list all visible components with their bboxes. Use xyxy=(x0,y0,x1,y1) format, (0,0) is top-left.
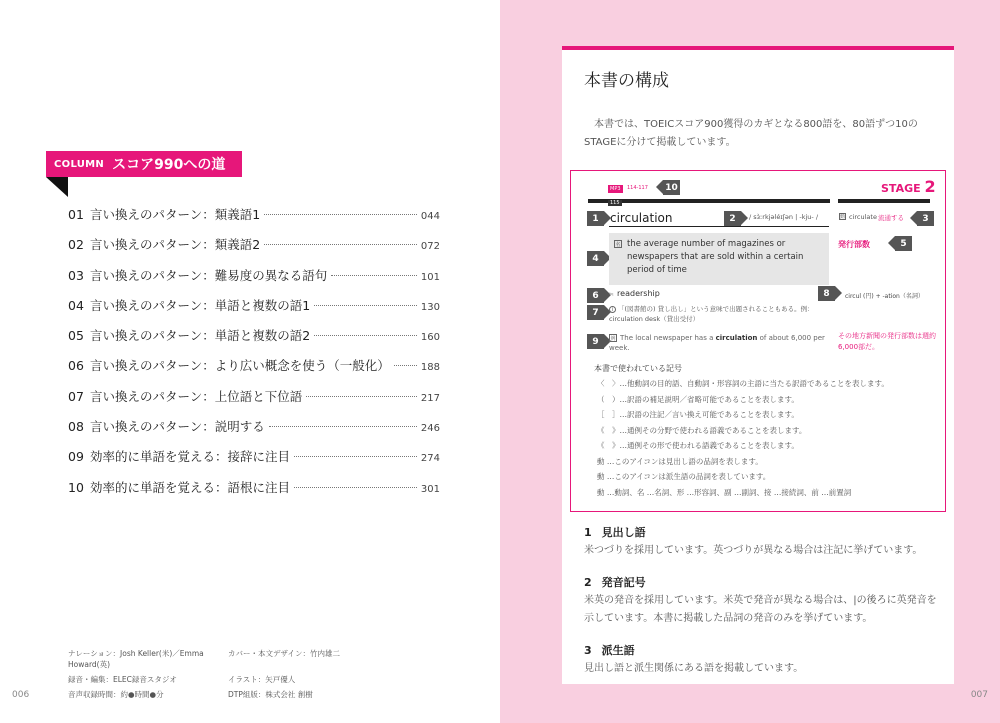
toc-entry[interactable] xyxy=(68,447,440,477)
headword: circulation xyxy=(610,211,673,225)
banner-tail-decoration xyxy=(46,177,68,197)
toc-number: 01 xyxy=(68,207,84,222)
toc-page-number: 160 xyxy=(420,332,440,344)
credit-illustration: イラスト：矢戸優人 xyxy=(228,675,296,684)
marker-9: 9 xyxy=(587,334,604,349)
symbol-row: 〈 〉…他動詞の目的語、自動詞・形容詞の主語に当たる訳語であることを表します。 xyxy=(597,379,889,388)
toc-leader xyxy=(306,396,417,397)
symbol-row: 動 …このアイコンは派生語の品詞を表しています。 xyxy=(597,472,771,481)
toc-title: 効率的に単語を覚える：接辞に注目 xyxy=(90,449,291,465)
toc-leader xyxy=(314,335,417,336)
derivative-meaning: 流通する xyxy=(878,214,904,222)
definition-box xyxy=(609,233,829,285)
headword-underline xyxy=(609,226,829,227)
explanation-heading-3 xyxy=(584,642,635,658)
toc-number: 03 xyxy=(68,267,84,283)
toc-entry[interactable] xyxy=(68,478,440,508)
marker-8: 8 xyxy=(818,286,835,301)
synonym-word: readership xyxy=(617,289,660,298)
symbol-row: ［ ］…訳語の注記／言い換え可能であることを表します。 xyxy=(597,410,799,419)
toc-number: 09 xyxy=(68,449,84,465)
toc-entry[interactable] xyxy=(68,387,440,417)
entry-number: 115 xyxy=(610,200,620,206)
toc-title: 言い換えのパターン：単語と複数の語2 xyxy=(90,328,311,344)
symbol-row: 動 …動詞、名 …名詞、形 …形容詞、副 …副詞、接 …接続詞、前 …前置詞 xyxy=(597,487,852,497)
japanese-meaning: 発行部数 xyxy=(838,240,870,249)
toc-leader xyxy=(264,244,417,245)
marker-1: 1 xyxy=(587,211,604,226)
usage-note-text: 「(図書館の) 貸し出し」という意味で出題されることもある。例：circulation desk（貸出受付） xyxy=(609,305,814,323)
explanation-number: 2 xyxy=(584,576,592,589)
toc-title: 言い換えのパターン：単語と複数の語1 xyxy=(90,297,311,313)
mp3-track-range: 114-117 xyxy=(627,185,648,191)
marker-10: 10 xyxy=(663,180,680,195)
derivative-pos-badge: 動 xyxy=(840,214,846,220)
symbols-list xyxy=(597,378,943,502)
stage-rule xyxy=(838,199,930,203)
credit-dtp: DTP組版：株式会社 創樹 xyxy=(228,690,313,699)
toc-number: 02 xyxy=(68,237,84,253)
toc-title: 言い換えのパターン：説明する xyxy=(90,419,265,435)
marker-6: 6 xyxy=(587,288,604,303)
toc-leader xyxy=(314,305,417,306)
toc-title: 言い換えのパターン：上位語と下位語 xyxy=(90,388,303,404)
explanation-title: 発音記号 xyxy=(601,576,646,589)
example-sentence xyxy=(609,333,837,353)
explanation-number: 1 xyxy=(584,526,592,539)
toc-entry[interactable] xyxy=(68,326,440,356)
column-banner xyxy=(46,151,242,177)
toc-page-number: 301 xyxy=(420,483,440,495)
toc-leader xyxy=(264,214,417,215)
toc-entry[interactable] xyxy=(68,235,440,265)
toc-leader xyxy=(294,487,417,488)
example-headword: circulation xyxy=(715,334,758,342)
usage-note xyxy=(609,305,837,325)
marker-3: 3 xyxy=(917,211,934,226)
left-page-number: 006 xyxy=(12,690,30,700)
explanation-text-1: 米つづりを採用しています。英つづりが異なる場合は注記に挙げています。 xyxy=(584,545,923,556)
toc-entry[interactable] xyxy=(68,356,440,386)
toc-leader xyxy=(331,275,417,276)
toc-title: 言い換えのパターン：より広い概念を使う（一般化） xyxy=(90,358,390,374)
toc-number: 05 xyxy=(68,328,84,344)
explanation-number: 3 xyxy=(584,644,592,657)
symbol-row: 《 》…通例その形で使われる語義であることを表します。 xyxy=(597,441,799,450)
info-icon: i xyxy=(609,306,616,313)
stage-word: STAGE xyxy=(881,182,921,195)
definition-text: the average number of magazines or newspapers that are sold within a certain period of time xyxy=(627,239,804,275)
toc-page-number: 188 xyxy=(420,362,440,374)
explanation-heading-1 xyxy=(584,524,646,540)
toc-title: 言い換えのパターン：難易度の異なる語句 xyxy=(90,267,328,283)
toc-entry[interactable] xyxy=(68,296,440,326)
table-of-contents xyxy=(68,205,440,508)
symbol-row: 《 》…通例その分野で使われる語義であることを表します。 xyxy=(597,425,807,435)
explanation-text-2: 米英の発音を採用しています。米英で発音が異なる場合は、|の後ろに英発音を示しています。本書に掲載した品詞の発音のみを挙げています。 xyxy=(584,595,937,624)
example-badge: 例 xyxy=(610,336,616,342)
toc-page-number: 274 xyxy=(420,453,440,465)
marker-7: 7 xyxy=(587,305,604,320)
right-page-number: 007 xyxy=(970,690,988,700)
symbols-heading: 本書で使われている記号 xyxy=(594,364,682,373)
explanation-title: 派生語 xyxy=(601,644,635,657)
toc-number: 04 xyxy=(68,297,84,313)
definition-pos-badge: 名 xyxy=(615,242,621,248)
toc-page-number: 246 xyxy=(420,423,440,435)
credit-recording: 録音・編集：ELEC録音スタジオ xyxy=(68,675,177,684)
column-title: スコア990への道 xyxy=(112,157,226,173)
credit-narration: ナレーション：Josh Keller(米)／Emma Howard(英) xyxy=(68,649,204,669)
toc-page-number: 130 xyxy=(420,301,440,313)
section-title: 本書の構成 xyxy=(584,71,669,91)
example-prefix: The local newspaper has a xyxy=(620,334,716,342)
derivative-word: circulate xyxy=(849,213,877,221)
example-translation: その地方新聞の発行部数は週約6,000部だ。 xyxy=(838,332,936,351)
marker-5: 5 xyxy=(895,236,912,251)
column-word: COLUMN xyxy=(54,158,105,170)
synonym-line xyxy=(609,289,660,298)
sample-entry-box xyxy=(570,170,946,512)
toc-leader xyxy=(269,426,417,427)
example-suffix: of about 6,000 per week. xyxy=(609,334,825,353)
explanation-heading-2 xyxy=(584,574,646,590)
toc-leader xyxy=(394,365,417,366)
toc-page-number: 044 xyxy=(420,211,440,222)
toc-page-number: 101 xyxy=(420,271,440,283)
toc-number: 06 xyxy=(68,358,84,374)
credit-duration: 音声収録時間：約●時間●分 xyxy=(68,690,164,699)
toc-leader xyxy=(294,456,417,457)
mp3-tag: MP3 xyxy=(610,186,621,192)
marker-4: 4 xyxy=(587,251,604,266)
credits xyxy=(68,648,378,700)
synonym-symbol: ≒ xyxy=(609,291,615,298)
toc-title: 言い換えのパターン：類義語2 xyxy=(90,237,261,253)
intro-paragraph: 本書では、TOEICスコア900獲得のカギとなる800語を、80語ずつ10のSTAGEに分けて掲載しています。 xyxy=(584,119,918,148)
toc-number: 07 xyxy=(68,388,84,404)
explanation-text-3: 見出し語と派生関係にある語を掲載しています。 xyxy=(584,663,804,674)
explanation-title: 見出し語 xyxy=(601,526,646,539)
toc-page-number: 217 xyxy=(420,392,440,404)
marker-2: 2 xyxy=(724,211,741,226)
toc-title: 効率的に単語を覚える：語根に注目 xyxy=(90,479,291,495)
content-sheet xyxy=(562,46,954,684)
entry-rule xyxy=(588,199,830,203)
symbol-row: 動 …このアイコンは見出し語の品詞を表します。 xyxy=(597,456,763,466)
right-page xyxy=(500,0,1000,723)
toc-entry[interactable] xyxy=(68,205,440,235)
toc-number: 08 xyxy=(68,419,84,435)
stage-number: 2 xyxy=(924,177,936,196)
stage-label xyxy=(881,177,936,196)
symbol-row: （ ）…訳語の補足説明／省略可能であることを表します。 xyxy=(597,394,799,404)
pronunciation: / sɜ̀ːrkjəléɪʃən | -kju- / xyxy=(749,213,819,221)
word-root: circul (円) + -ation（名詞） xyxy=(845,293,924,300)
credit-design: カバー・本文デザイン：竹内雄二 xyxy=(228,649,340,658)
toc-page-number: 072 xyxy=(420,241,440,253)
toc-entry[interactable] xyxy=(68,417,440,447)
toc-entry[interactable] xyxy=(68,266,440,296)
toc-number: 10 xyxy=(68,479,84,495)
toc-title: 言い換えのパターン：類義語1 xyxy=(90,207,261,222)
